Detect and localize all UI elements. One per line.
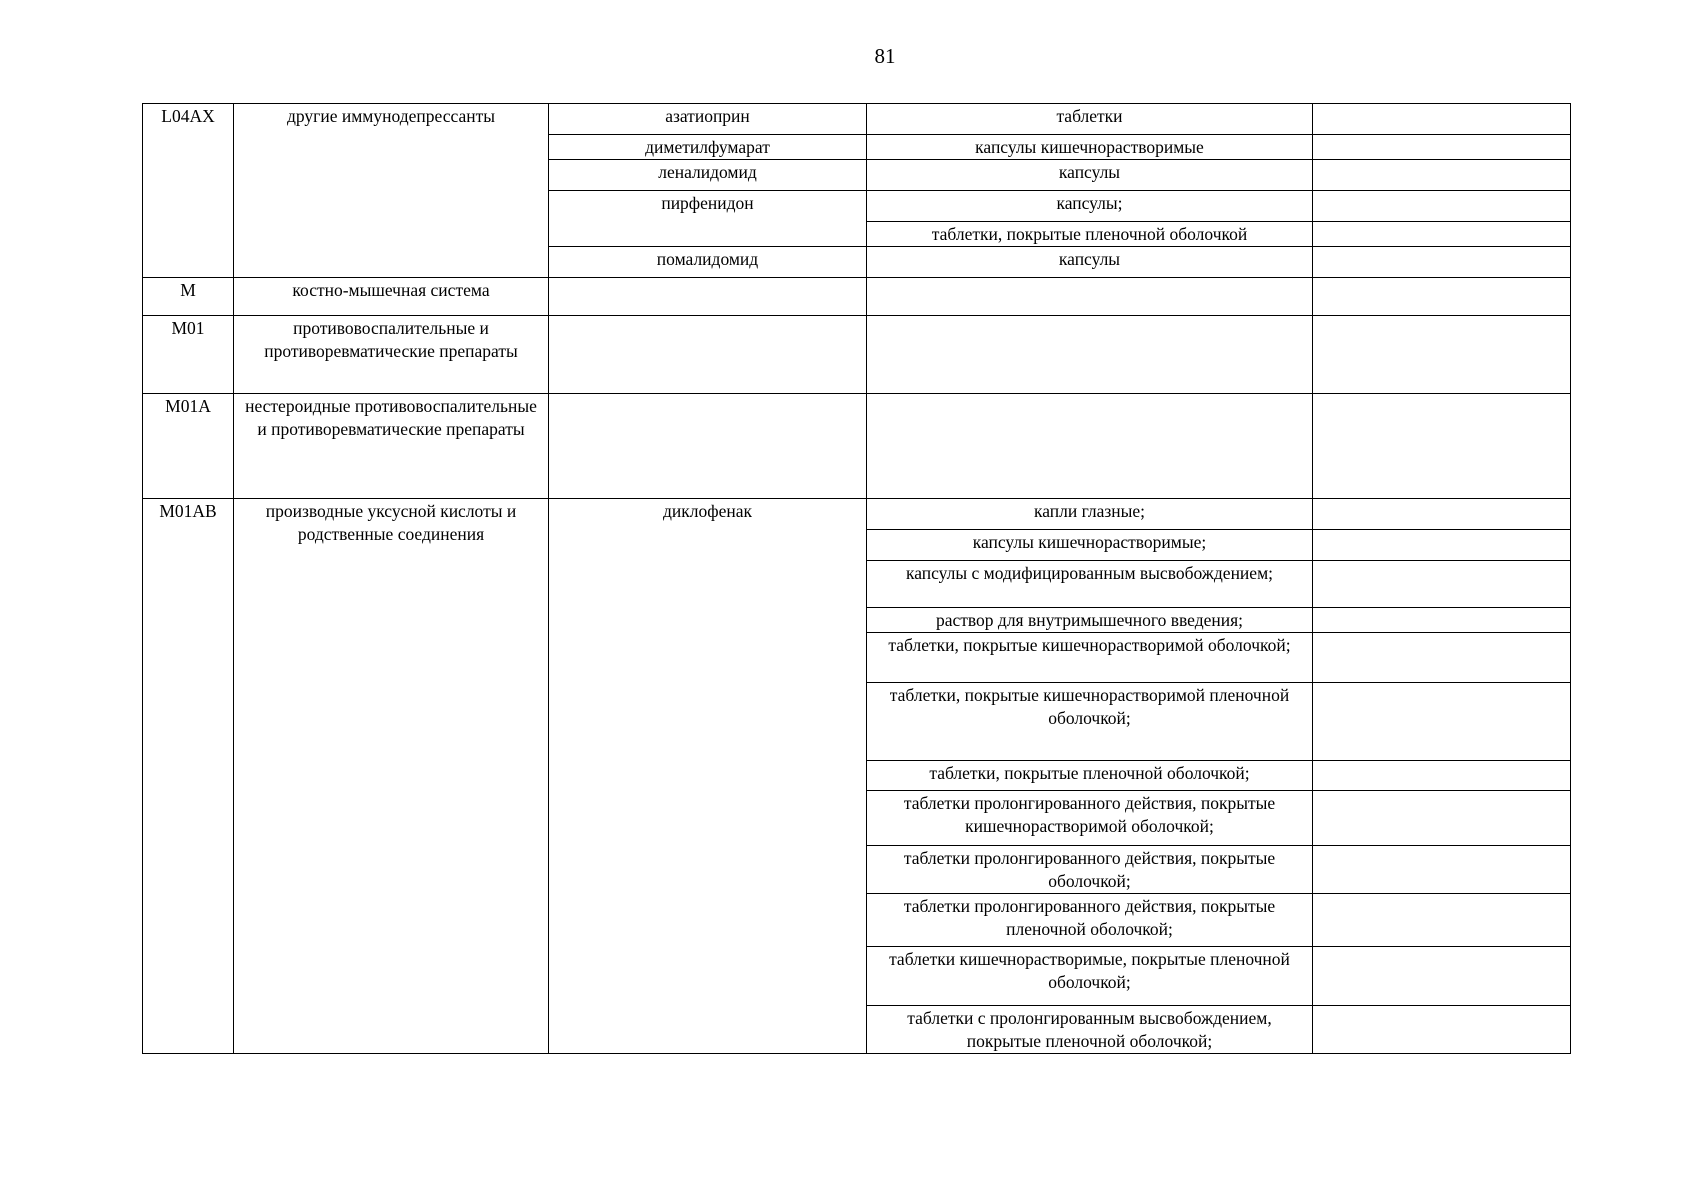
table-row <box>143 104 1571 135</box>
empty-cell <box>1313 222 1571 247</box>
empty-cell <box>1313 608 1571 633</box>
table-row <box>143 316 1571 394</box>
atc-group-name: костно-мышечная система <box>234 278 549 316</box>
empty-cell <box>1313 191 1571 222</box>
empty-cell <box>1313 894 1571 947</box>
medication-table <box>142 103 1571 1054</box>
page-number: 81 <box>874 44 896 68</box>
empty-cell <box>1313 499 1571 530</box>
table-row <box>143 278 1571 316</box>
dosage-form: капсулы кишечнорастворимые; <box>867 530 1313 561</box>
dosage-form: таблетки <box>867 104 1313 135</box>
empty-cell <box>1313 530 1571 561</box>
dosage-form: таблетки, покрытые пленочной оболочкой <box>867 222 1313 247</box>
empty-cell <box>1313 278 1571 316</box>
table-row <box>143 499 1571 530</box>
dosage-form: капсулы с модифицированным высвобождением; <box>867 561 1313 608</box>
empty-cell <box>867 316 1313 394</box>
empty-cell <box>1313 394 1571 499</box>
drug-name: диметилфумарат <box>549 135 867 160</box>
empty-cell <box>1313 247 1571 278</box>
empty-cell <box>1313 104 1571 135</box>
dosage-form: капсулы <box>867 160 1313 191</box>
dosage-form: таблетки пролонгированного действия, покрытые оболочкой; <box>867 846 1313 894</box>
drug-name: пирфенидон <box>549 191 867 247</box>
empty-cell <box>1313 160 1571 191</box>
atc-group-name: противовоспалительные и противоревматические препараты <box>234 316 549 394</box>
empty-cell <box>1313 683 1571 761</box>
dosage-form: капсулы <box>867 247 1313 278</box>
dosage-form: раствор для внутримышечного введения; <box>867 608 1313 633</box>
drug-name: азатиоприн <box>549 104 867 135</box>
empty-cell <box>1313 791 1571 846</box>
atc-code: M01A <box>143 394 234 499</box>
empty-cell <box>1313 947 1571 1006</box>
empty-cell <box>1313 316 1571 394</box>
dosage-form: капсулы; <box>867 191 1313 222</box>
empty-cell <box>867 278 1313 316</box>
dosage-form: таблетки пролонгированного действия, покрытые пленочной оболочкой; <box>867 894 1313 947</box>
atc-code: M01AB <box>143 499 234 1054</box>
dosage-form: таблетки, покрытые кишечнорастворимой оболочкой; <box>867 633 1313 683</box>
empty-cell <box>1313 761 1571 791</box>
atc-code: M <box>143 278 234 316</box>
empty-cell <box>1313 135 1571 160</box>
drug-name: леналидомид <box>549 160 867 191</box>
dosage-form: таблетки с пролонгированным высвобождением, покрытые пленочной оболочкой; <box>867 1006 1313 1054</box>
atc-group-name: производные уксусной кислоты и родственные соединения <box>234 499 549 1054</box>
empty-cell <box>1313 561 1571 608</box>
empty-cell <box>549 316 867 394</box>
empty-cell <box>1313 846 1571 894</box>
empty-cell <box>867 394 1313 499</box>
empty-cell <box>1313 1006 1571 1054</box>
table-row <box>143 394 1571 499</box>
atc-code: L04AX <box>143 104 234 278</box>
empty-cell <box>1313 633 1571 683</box>
atc-group-name: нестероидные противовоспалительные и противоревматические препараты <box>234 394 549 499</box>
dosage-form: капсулы кишечнорастворимые <box>867 135 1313 160</box>
dosage-form: таблетки, покрытые пленочной оболочкой; <box>867 761 1313 791</box>
empty-cell <box>549 394 867 499</box>
dosage-form: капли глазные; <box>867 499 1313 530</box>
atc-group-name: другие иммунодепрессанты <box>234 104 549 278</box>
dosage-form: таблетки пролонгированного действия, покрытые кишечнорастворимой оболочкой; <box>867 791 1313 846</box>
drug-name: диклофенак <box>549 499 867 1054</box>
drug-name: помалидомид <box>549 247 867 278</box>
dosage-form: таблетки кишечнорастворимые, покрытые пленочной оболочкой; <box>867 947 1313 1006</box>
dosage-form: таблетки, покрытые кишечнорастворимой пленочной оболочкой; <box>867 683 1313 761</box>
empty-cell <box>549 278 867 316</box>
atc-code: M01 <box>143 316 234 394</box>
